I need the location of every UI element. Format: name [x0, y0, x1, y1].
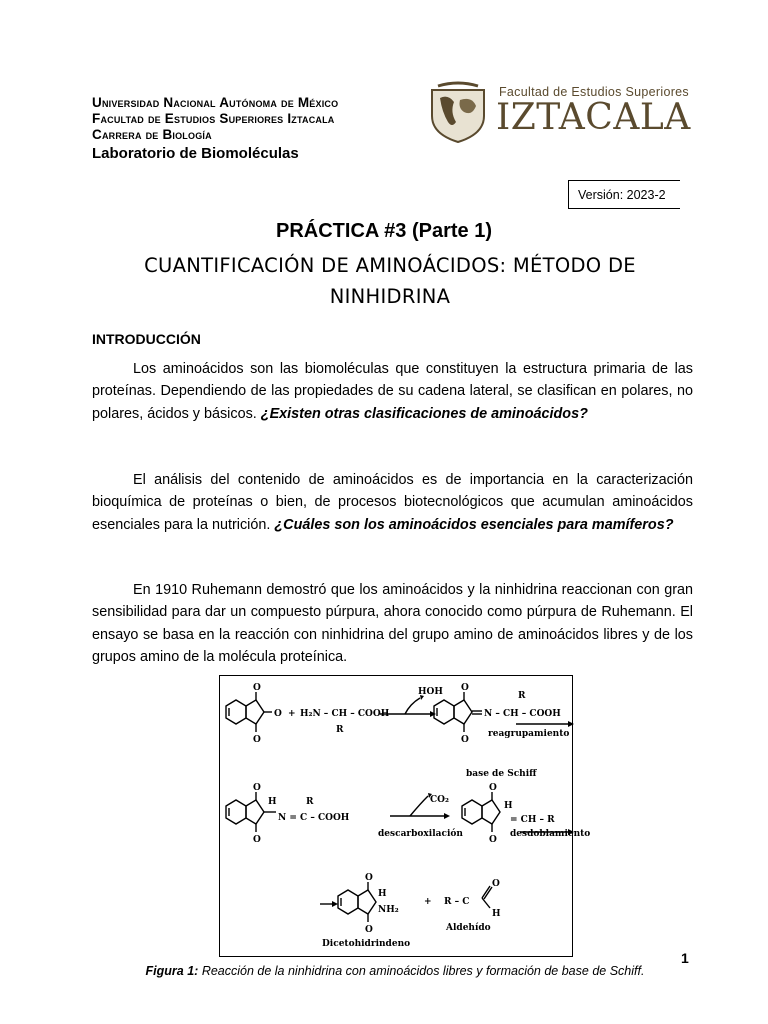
iztacala-logo	[428, 82, 691, 144]
label-nh2: NH₂	[378, 905, 399, 915]
water-release-arrow	[405, 698, 420, 714]
label-r: R	[336, 725, 344, 735]
label-o: O	[253, 735, 261, 745]
label-plus: +	[424, 897, 432, 907]
dicetohidrindeno-structure	[338, 882, 376, 922]
arrow-head	[568, 721, 574, 727]
label-r: R	[306, 797, 314, 807]
caption-text: Reacción de la ninhidrina con aminoácidos libres y formación de base de Schiff.	[198, 964, 645, 978]
label-r-c: R – C	[444, 897, 470, 907]
label-plus: +	[288, 709, 296, 719]
label-base-schiff: base de Schiff	[466, 769, 537, 779]
faculty-name: Facultad de Estudios Superiores Iztacala	[92, 111, 335, 126]
paragraph-text: El análisis del contenido de aminoácidos es de importancia en la caracterización bioquímica de proteínas o bien, de procesos biotecnológicos que acumulan aminoácidos esenciales para la nutrición.	[92, 472, 693, 533]
label-amino-acid: H₂N – CH – COOH	[300, 709, 390, 719]
arrow-head	[444, 813, 450, 819]
label-o: O	[492, 879, 500, 889]
label-n-ch-cooh: N – CH – COOH	[484, 709, 561, 719]
label-o: O	[274, 709, 282, 719]
label-hoh: HOH	[418, 687, 443, 697]
paragraph-text: Los aminoácidos son las biomoléculas que constituyen la estructura primaria de las proteínas. Dependiendo de las propiedades de su cadena lateral, se clasifican en polares, no polares, ácidos y básicos.	[92, 361, 693, 422]
label-h: H	[378, 889, 387, 899]
ninhydrin-structure	[226, 692, 272, 732]
arrow-head	[430, 711, 436, 717]
intro-heading: INTRODUCCIÓN	[92, 331, 201, 347]
label-r: R	[518, 691, 526, 701]
label-o: O	[365, 925, 373, 935]
label-reagrupamiento: reagrupamiento	[488, 729, 570, 739]
label-o: O	[253, 835, 261, 845]
university-name: Universidad Nacional Autónoma de México	[92, 95, 339, 110]
logo-faculty-text: Facultad de Estudios Superiores	[499, 85, 689, 99]
page-number: 1	[681, 950, 689, 966]
lab-name: Laboratorio de Biomoléculas	[92, 145, 299, 162]
label-o: O	[461, 683, 469, 693]
intro-paragraph-3: En 1910 Ruhemann demostró que los aminoácidos y la ninhidrina reaccionan con gran sensibilidad para dar un compuesto púrpura, ahora conocido como púrpura de Ruhemann. El ensayo se basa en la reacción con ninhidrina del grupo amino de aminoácidos libres y de los grupos amino de la molécula proteínica.	[92, 582, 693, 666]
label-dicetohidrindeno: Dicetohidrindeno	[322, 939, 411, 949]
paragraph-question: ¿Cuáles son los aminoácidos esenciales para mamíferos?	[274, 516, 674, 533]
decarboxylated-structure	[462, 792, 500, 832]
intro-paragraph-1	[92, 358, 693, 425]
label-h: H	[504, 801, 513, 811]
intermediate-structure	[434, 692, 482, 732]
label-o: O	[365, 873, 373, 883]
aldehyde-structure	[482, 886, 492, 908]
paragraph-question: ¿Existen otras clasificaciones de aminoácidos?	[260, 405, 588, 422]
logo-name: IZTACALA	[496, 97, 691, 138]
unam-shield-icon	[428, 82, 488, 144]
label-aldehido: Aldehído	[446, 923, 491, 933]
reaction-figure	[219, 675, 591, 957]
practice-title: PRÁCTICA #3 (Parte 1)	[276, 220, 492, 242]
label-ch-r: = CH – R	[510, 815, 555, 825]
label-o: O	[253, 683, 261, 693]
label-h: H	[268, 797, 277, 807]
label-descarboxilacion: descarboxilación	[378, 829, 463, 839]
arrow-head	[332, 901, 338, 907]
label-n-c-cooh: N = C – COOH	[278, 813, 350, 823]
co2-release-arrow	[410, 796, 428, 816]
label-o: O	[253, 783, 261, 793]
career-name: Carrera de Biología	[92, 127, 212, 142]
label-o: O	[461, 735, 469, 745]
intro-paragraph-2	[92, 469, 693, 536]
label-co2: CO₂	[430, 795, 449, 805]
practice-subtitle: CUANTIFICACIÓN DE AMINOÁCIDOS: MÉTODO DE NINHIDRINA	[144, 254, 636, 308]
reaction-scheme	[220, 676, 591, 956]
label-desdoblamiento: desdoblamiento	[510, 829, 591, 839]
institution-header	[92, 95, 338, 164]
label-o: O	[489, 783, 497, 793]
label-o: O	[489, 835, 497, 845]
figure-caption	[130, 963, 660, 980]
caption-label: Figura 1:	[145, 964, 199, 978]
version-box: Versión: 2023-2	[568, 180, 680, 209]
label-h: H	[492, 909, 501, 919]
